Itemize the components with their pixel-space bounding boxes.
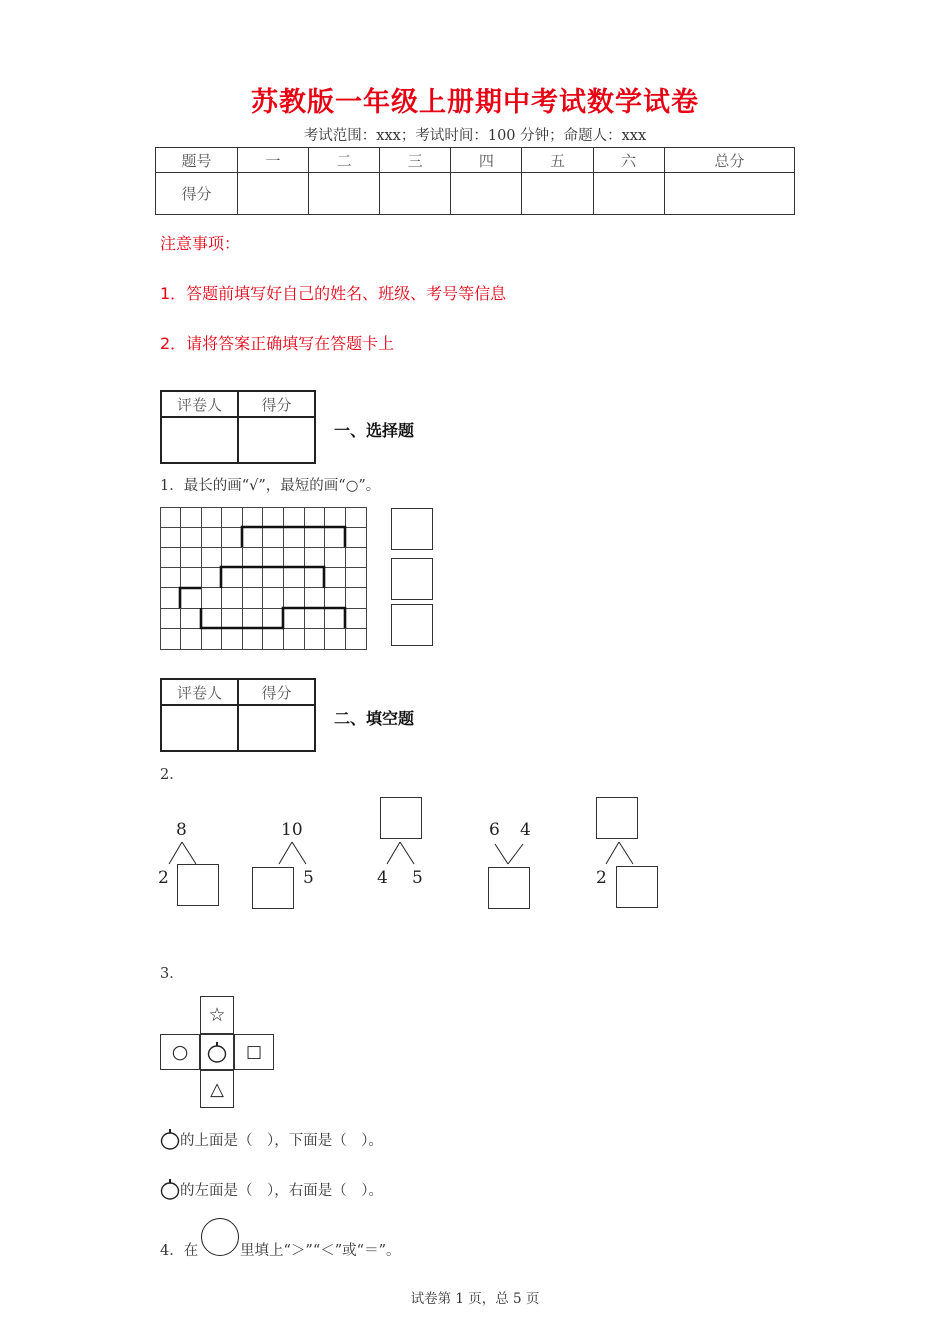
page-footer: 试卷第 1 页，总 5 页 (410, 1291, 540, 1307)
grader-input-cell[interactable] (238, 705, 315, 751)
grader-label: 评卷人 (161, 679, 238, 705)
score-input-cell[interactable] (522, 173, 593, 215)
score-header-cell: 四 (451, 148, 522, 173)
decomp-left-number: 2 (596, 868, 607, 888)
branch-lines (384, 842, 420, 866)
question-4-prefix: 4．在 (160, 1243, 199, 1259)
net-face-center (200, 1034, 234, 1070)
circle-icon: ○ (171, 1041, 189, 1063)
grader-label: 得分 (238, 679, 315, 705)
note-item: 1．答题前填写好自己的姓名、班级、考号等信息 (160, 284, 507, 303)
score-header-cell: 一 (238, 148, 309, 173)
note-item: 2．请将答案正确填写在答题卡上 (160, 334, 395, 353)
apple-icon (160, 1178, 180, 1200)
question-2: 2． (160, 767, 184, 783)
section-title: 一、选择题 (334, 421, 415, 440)
net-face-left (160, 1034, 200, 1070)
grader-input-cell[interactable] (238, 417, 315, 463)
decomp-top-number: 4 (520, 820, 531, 840)
question-text: 的左面是（ ），右面是（ ）。 (180, 1183, 383, 1199)
decomp-left-number: 4 (377, 868, 388, 888)
question-text: 的上面是（ ），下面是（ ）。 (180, 1133, 383, 1149)
notes-heading: 注意事项： (160, 234, 241, 253)
apple-icon (160, 1128, 180, 1150)
decomp-top-number: 8 (176, 820, 187, 840)
score-row-label: 得分 (156, 173, 238, 215)
net-face-bottom (200, 1070, 234, 1108)
score-header-cell: 五 (522, 148, 593, 173)
score-input-cell[interactable] (451, 173, 522, 215)
answer-box[interactable] (391, 604, 433, 646)
question-4-suffix: 里填上“＞”“＜”或“＝”。 (240, 1243, 401, 1259)
net-face-top (200, 996, 234, 1034)
question-3-line-2 (160, 1178, 383, 1200)
question-3: 3． (160, 966, 184, 982)
star-icon: ☆ (208, 1004, 226, 1026)
circle-icon (200, 1217, 240, 1257)
cube-net (160, 996, 273, 1108)
answer-box[interactable] (616, 866, 658, 908)
grader-label: 得分 (238, 391, 315, 417)
score-header-cell: 二 (309, 148, 380, 173)
score-input-cell[interactable] (380, 173, 451, 215)
answer-box[interactable] (488, 867, 530, 909)
question-3-line-1 (160, 1128, 383, 1150)
question-1: 1．最长的画“√”，最短的画“○”。 (160, 478, 381, 494)
decomp-right-number: 5 (303, 868, 314, 888)
decomp-top-number: 10 (281, 820, 303, 840)
grader-label: 评卷人 (161, 391, 238, 417)
triangle-icon: △ (210, 1078, 224, 1100)
score-header-cell: 三 (380, 148, 451, 173)
score-header-cell: 总分 (664, 148, 794, 173)
score-table (155, 147, 795, 215)
score-input-cell[interactable] (664, 173, 794, 215)
score-input-cell[interactable] (309, 173, 380, 215)
decomp-right-number: 5 (412, 868, 423, 888)
branch-lines (276, 842, 312, 866)
answer-box[interactable] (596, 797, 638, 839)
section-title: 二、填空题 (334, 709, 415, 728)
exam-info: 考试范围：xxx；考试时间：100 分钟；命题人：xxx (303, 128, 647, 144)
branch-lines (603, 842, 639, 866)
page-title: 苏教版一年级上册期中考试数学试卷 (251, 87, 699, 118)
net-face-right (234, 1034, 274, 1070)
square-icon: □ (245, 1042, 263, 1062)
grader-input-cell[interactable] (161, 417, 238, 463)
score-input-cell[interactable] (238, 173, 309, 215)
merge-lines (493, 844, 529, 868)
answer-box[interactable] (252, 867, 294, 909)
score-input-cell[interactable] (593, 173, 664, 215)
answer-box[interactable] (380, 797, 422, 839)
grader-input-cell[interactable] (161, 705, 238, 751)
answer-box[interactable] (391, 508, 433, 550)
decomp-left-number: 2 (158, 868, 169, 888)
grader-table (160, 390, 316, 464)
score-header-cell: 题号 (156, 148, 238, 173)
grader-table (160, 678, 316, 752)
answer-box[interactable] (391, 558, 433, 600)
apple-icon (207, 1041, 227, 1063)
branch-lines (166, 842, 202, 866)
decomp-top-number: 6 (489, 820, 500, 840)
line-grid-figure (160, 507, 368, 650)
score-header-cell: 六 (593, 148, 664, 173)
answer-box[interactable] (177, 864, 219, 906)
